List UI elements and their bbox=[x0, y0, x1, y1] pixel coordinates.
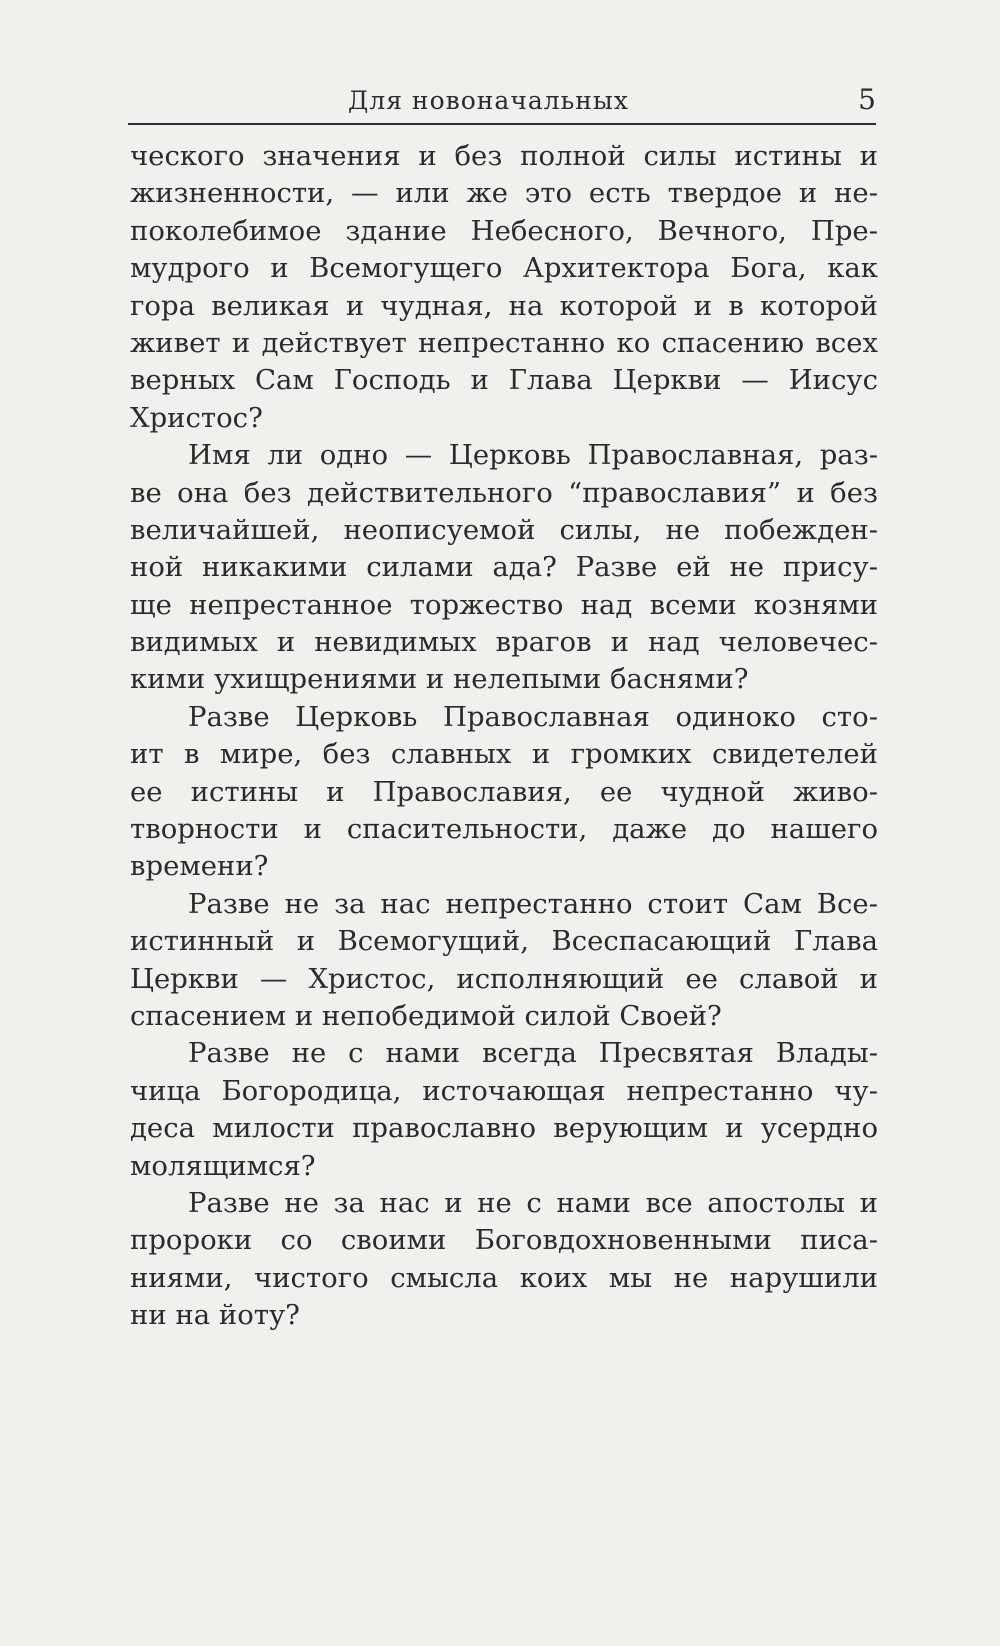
text-line: кими ухищрениями и нелепыми баснями? bbox=[130, 663, 749, 696]
text-line: мудрого и Всемогущего Архитектора Бога, как bbox=[130, 252, 878, 285]
text-line: величайшей, неописуемой силы, не побежден- bbox=[130, 513, 878, 546]
text-line: чица Богородица, источающая непрестанно чу- bbox=[130, 1074, 878, 1107]
text-line: ще непрестанное торжество над всеми кознями bbox=[130, 588, 878, 621]
text-line: пророки со своими Боговдохновенными писа- bbox=[130, 1224, 878, 1257]
text-line: деса милости православно верующим и усердно bbox=[130, 1112, 878, 1145]
text-line: ной никакими силами ада? Разве ей не прису- bbox=[130, 551, 878, 584]
text-line: времени? bbox=[130, 850, 269, 883]
text-line: живет и действует непрестанно ко спасению всех bbox=[130, 326, 878, 359]
text-line: истинный и Всемогущий, Всеспасающий Глава bbox=[130, 925, 878, 958]
page-number: 5 bbox=[858, 83, 876, 116]
body-text bbox=[130, 138, 878, 1335]
text-line: молящимся? bbox=[130, 1149, 316, 1182]
text-line: ее истины и Православия, ее чудной живо- bbox=[130, 775, 878, 808]
text-line: ве она без действительного “православия” и без bbox=[130, 476, 878, 509]
text-line: ческого значения и без полной силы истины и bbox=[130, 140, 878, 172]
running-title: Для новоначальных bbox=[348, 86, 629, 115]
text-line: верных Сам Господь и Глава Церкви — Иисус bbox=[130, 364, 878, 397]
text-line: гора великая и чудная, на которой и в которой bbox=[130, 289, 878, 322]
text-line: спасением и непобедимой силой Своей? bbox=[130, 999, 722, 1032]
text-line: ни на йоту? bbox=[130, 1299, 300, 1332]
running-header bbox=[128, 83, 876, 126]
header-rule bbox=[128, 123, 876, 125]
text-line: видимых и невидимых врагов и над человечес- bbox=[130, 626, 878, 659]
text-line: Разве не за нас непрестанно стоит Сам Все- bbox=[188, 887, 878, 920]
text-line: Разве не с нами всегда Пресвятая Влады- bbox=[188, 1037, 878, 1070]
text-line: Христос? bbox=[130, 401, 263, 434]
text-line: Разве Церковь Православная одиноко сто- bbox=[188, 700, 878, 733]
text-line: жизненности, — или же это есть твердое и не- bbox=[130, 177, 878, 210]
text-line: Имя ли одно — Церковь Православная, раз- bbox=[188, 439, 878, 472]
text-line: поколебимое здание Небесного, Вечного, Пре- bbox=[130, 214, 878, 247]
text-line: ниями, чистого смысла коих мы не нарушили bbox=[130, 1261, 878, 1294]
text-line: Разве не за нас и не с нами все апостолы и bbox=[188, 1186, 878, 1219]
text-line: ит в мире, без славных и громких свидетелей bbox=[130, 738, 878, 771]
text-line: Церкви — Христос, исполняющий ее славой и bbox=[130, 962, 878, 995]
text-line: творности и спасительности, даже до нашего bbox=[130, 813, 878, 846]
